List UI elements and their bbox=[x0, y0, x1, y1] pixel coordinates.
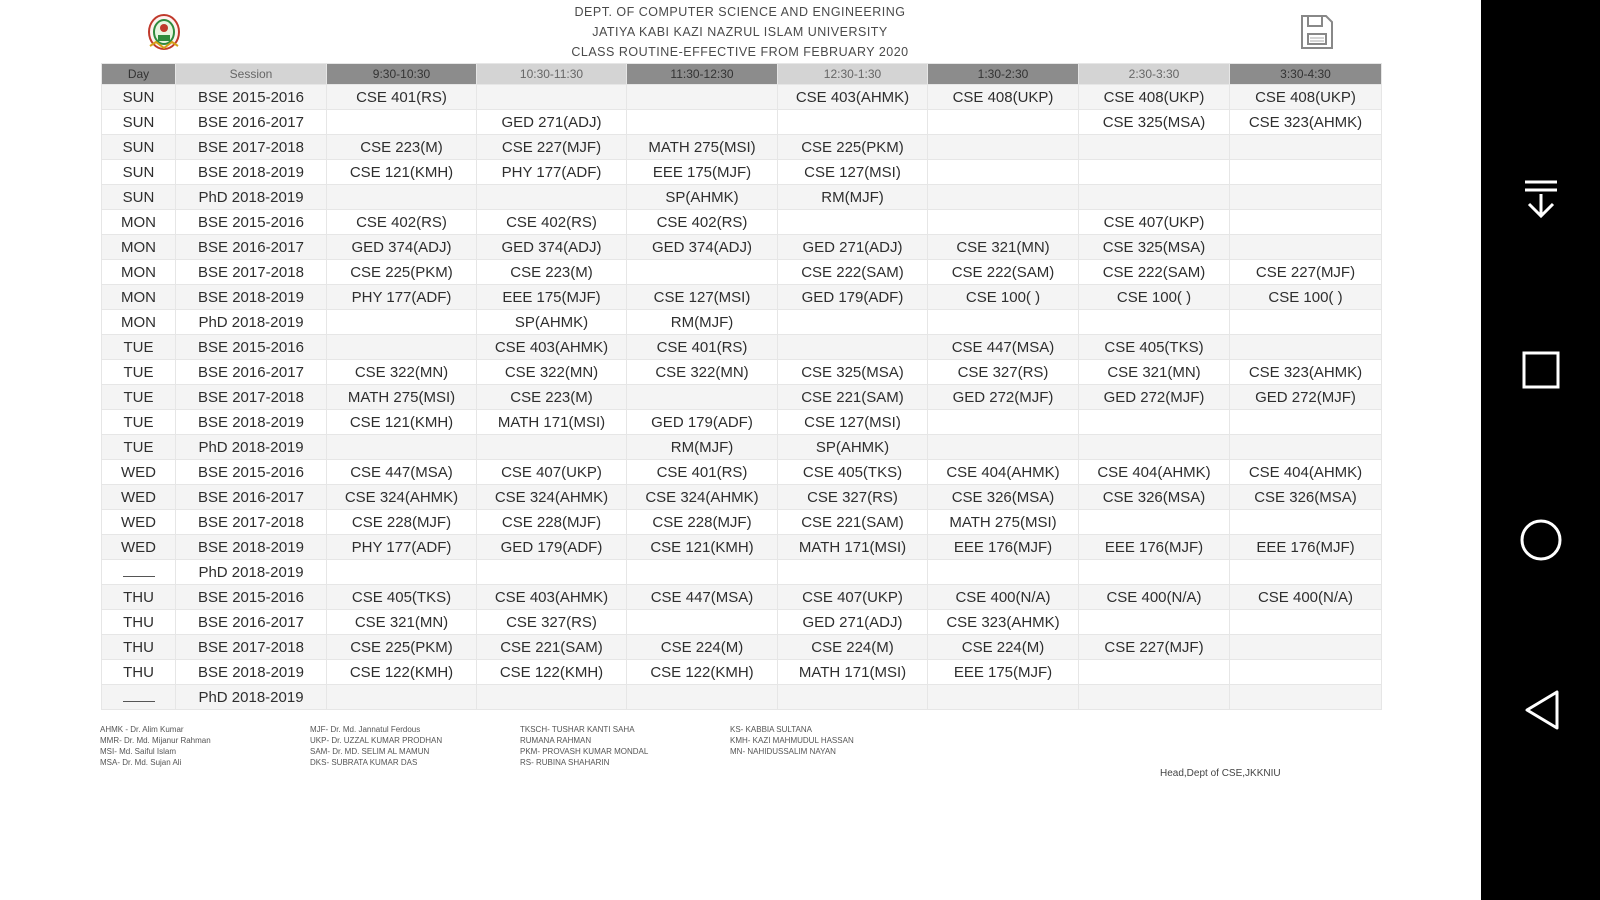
course-cell: CSE 127(MSI) bbox=[627, 285, 778, 310]
course-cell: CSE 401(RS) bbox=[327, 85, 477, 110]
course-cell: GED 271(ADJ) bbox=[778, 235, 928, 260]
day-cell bbox=[102, 685, 176, 710]
empty-day-dash bbox=[123, 689, 155, 702]
legend-col-3: TKSCH- TUSHAR KANTI SAHA RUMANA RAHMAN PKM- PROVASH KUMAR MONDAL RS- RUBINA SHAHARIN bbox=[520, 725, 649, 767]
table-row bbox=[102, 360, 1382, 385]
course-cell: CSE 222(SAM) bbox=[1079, 260, 1230, 285]
course-cell: CSE 224(M) bbox=[928, 635, 1079, 660]
course-cell: RM(MJF) bbox=[627, 310, 778, 335]
save-icon[interactable] bbox=[1296, 12, 1336, 52]
course-cell bbox=[1079, 660, 1230, 685]
session-cell: PhD 2018-2019 bbox=[176, 185, 327, 210]
session-cell: BSE 2017-2018 bbox=[176, 510, 327, 535]
day-cell: TUE bbox=[102, 360, 176, 385]
course-cell: GED 272(MJF) bbox=[1230, 385, 1382, 410]
course-cell: CSE 400(N/A) bbox=[928, 585, 1079, 610]
course-cell: CSE 403(AHMK) bbox=[477, 335, 627, 360]
course-cell bbox=[1230, 610, 1382, 635]
course-cell bbox=[327, 560, 477, 585]
course-cell: CSE 321(MN) bbox=[327, 610, 477, 635]
course-cell: GED 179(ADF) bbox=[627, 410, 778, 435]
course-cell: CSE 223(M) bbox=[477, 385, 627, 410]
course-cell bbox=[327, 310, 477, 335]
course-cell: CSE 324(AHMK) bbox=[327, 485, 477, 510]
triangle-back-icon bbox=[1521, 688, 1561, 732]
day-cell: SUN bbox=[102, 185, 176, 210]
course-cell bbox=[928, 310, 1079, 335]
course-cell: CSE 447(MSA) bbox=[627, 585, 778, 610]
course-cell: CSE 408(UKP) bbox=[928, 85, 1079, 110]
day-cell: SUN bbox=[102, 110, 176, 135]
course-cell bbox=[627, 685, 778, 710]
course-cell: GED 271(ADJ) bbox=[778, 610, 928, 635]
course-cell: CSE 407(UKP) bbox=[1079, 210, 1230, 235]
course-cell: CSE 327(RS) bbox=[477, 610, 627, 635]
course-cell: MATH 275(MSI) bbox=[327, 385, 477, 410]
course-cell bbox=[778, 310, 928, 335]
table-row bbox=[102, 535, 1382, 560]
table-row bbox=[102, 460, 1382, 485]
course-cell bbox=[928, 185, 1079, 210]
course-cell bbox=[778, 685, 928, 710]
course-cell bbox=[1230, 185, 1382, 210]
course-cell: CSE 408(UKP) bbox=[1079, 85, 1230, 110]
col-header-slot-1: 9:30-10:30 bbox=[327, 64, 477, 85]
session-cell: BSE 2018-2019 bbox=[176, 660, 327, 685]
course-cell: CSE 223(M) bbox=[327, 135, 477, 160]
table-row bbox=[102, 485, 1382, 510]
day-cell: MON bbox=[102, 260, 176, 285]
table-row bbox=[102, 385, 1382, 410]
course-cell bbox=[1230, 635, 1382, 660]
session-cell: BSE 2018-2019 bbox=[176, 160, 327, 185]
course-cell bbox=[928, 685, 1079, 710]
day-cell: MON bbox=[102, 310, 176, 335]
course-cell: CSE 221(SAM) bbox=[778, 385, 928, 410]
session-cell: BSE 2017-2018 bbox=[176, 135, 327, 160]
course-cell: CSE 407(UKP) bbox=[477, 460, 627, 485]
session-cell: PhD 2018-2019 bbox=[176, 685, 327, 710]
course-cell bbox=[327, 110, 477, 135]
course-cell bbox=[778, 210, 928, 235]
legend-col-2: MJF- Dr. Md. Jannatul Ferdous UKP- Dr. UZZAL KUMAR PRODHAN SAM- Dr. MD. SELIM AL MAMUN DKS- SUBRATA KUMAR DAS bbox=[310, 725, 443, 767]
course-cell: CSE 122(KMH) bbox=[627, 660, 778, 685]
day-cell: MON bbox=[102, 235, 176, 260]
session-cell: BSE 2018-2019 bbox=[176, 535, 327, 560]
course-cell: MATH 171(MSI) bbox=[778, 660, 928, 685]
course-cell: RM(MJF) bbox=[627, 435, 778, 460]
table-row bbox=[102, 285, 1382, 310]
course-cell: EEE 176(MJF) bbox=[928, 535, 1079, 560]
course-cell: CSE 127(MSI) bbox=[778, 160, 928, 185]
table-row bbox=[102, 410, 1382, 435]
course-cell: CSE 402(RS) bbox=[327, 210, 477, 235]
table-row bbox=[102, 510, 1382, 535]
course-cell bbox=[928, 560, 1079, 585]
table-row bbox=[102, 210, 1382, 235]
course-cell: CSE 405(TKS) bbox=[327, 585, 477, 610]
course-cell bbox=[1230, 310, 1382, 335]
course-cell bbox=[1230, 135, 1382, 160]
course-cell bbox=[627, 610, 778, 635]
course-cell: CSE 401(RS) bbox=[627, 335, 778, 360]
course-cell: CSE 325(MSA) bbox=[1079, 110, 1230, 135]
session-cell: BSE 2018-2019 bbox=[176, 285, 327, 310]
course-cell: SP(AHMK) bbox=[778, 435, 928, 460]
table-row bbox=[102, 260, 1382, 285]
course-cell: CSE 326(MSA) bbox=[1230, 485, 1382, 510]
course-cell: MATH 275(MSI) bbox=[627, 135, 778, 160]
day-cell: WED bbox=[102, 535, 176, 560]
course-cell: CSE 225(PKM) bbox=[778, 135, 928, 160]
course-cell: CSE 323(AHMK) bbox=[1230, 360, 1382, 385]
table-row bbox=[102, 160, 1382, 185]
day-cell: MON bbox=[102, 285, 176, 310]
course-cell: CSE 324(AHMK) bbox=[627, 485, 778, 510]
course-cell: CSE 222(SAM) bbox=[778, 260, 928, 285]
course-cell: CSE 324(AHMK) bbox=[477, 485, 627, 510]
course-cell: CSE 400(N/A) bbox=[1230, 585, 1382, 610]
session-cell: BSE 2016-2017 bbox=[176, 110, 327, 135]
course-cell bbox=[327, 335, 477, 360]
col-header-slot-6: 2:30-3:30 bbox=[1079, 64, 1230, 85]
course-cell: CSE 227(MJF) bbox=[1079, 635, 1230, 660]
col-header-slot-2: 10:30-11:30 bbox=[477, 64, 627, 85]
android-navigation-bar bbox=[1481, 0, 1600, 900]
course-cell bbox=[928, 110, 1079, 135]
course-cell bbox=[928, 210, 1079, 235]
table-row bbox=[102, 110, 1382, 135]
session-cell: BSE 2016-2017 bbox=[176, 360, 327, 385]
course-cell bbox=[477, 435, 627, 460]
course-cell: CSE 221(SAM) bbox=[778, 510, 928, 535]
course-cell: RM(MJF) bbox=[778, 185, 928, 210]
course-cell: CSE 224(M) bbox=[627, 635, 778, 660]
course-cell: CSE 228(MJF) bbox=[327, 510, 477, 535]
course-cell bbox=[1230, 160, 1382, 185]
course-cell bbox=[477, 685, 627, 710]
legend-col-1: AHMK - Dr. Alim Kumar MMR- Dr. Md. Mijanur Rahman MSI- Md. Saiful Islam MSA- Dr. Md. Sujan Ali bbox=[100, 725, 211, 767]
course-cell bbox=[1079, 560, 1230, 585]
course-cell: CSE 228(MJF) bbox=[477, 510, 627, 535]
day-cell: TUE bbox=[102, 410, 176, 435]
course-cell bbox=[1230, 660, 1382, 685]
course-cell: CSE 122(KMH) bbox=[477, 660, 627, 685]
table-row bbox=[102, 435, 1382, 460]
session-cell: PhD 2018-2019 bbox=[176, 435, 327, 460]
course-cell: CSE 327(RS) bbox=[778, 485, 928, 510]
course-cell bbox=[477, 560, 627, 585]
course-cell bbox=[627, 85, 778, 110]
square-icon bbox=[1521, 350, 1561, 390]
legend-col-4: KS- KABBIA SULTANA KMH- KAZI MAHMUDUL HASSAN MN- NAHIDUSSALIM NAYAN bbox=[730, 725, 854, 756]
course-cell: PHY 177(ADF) bbox=[327, 535, 477, 560]
course-cell: CSE 403(AHMK) bbox=[477, 585, 627, 610]
course-cell: CSE 325(MSA) bbox=[1079, 235, 1230, 260]
table-row bbox=[102, 135, 1382, 160]
course-cell bbox=[1079, 310, 1230, 335]
day-cell: SUN bbox=[102, 160, 176, 185]
session-cell: PhD 2018-2019 bbox=[176, 310, 327, 335]
header-routine-title: CLASS ROUTINE-EFFECTIVE FROM FEBRUARY 2020 bbox=[571, 45, 909, 59]
course-cell: CSE 401(RS) bbox=[627, 460, 778, 485]
course-cell: CSE 221(SAM) bbox=[477, 635, 627, 660]
home-button[interactable] bbox=[1511, 510, 1571, 570]
back-button[interactable] bbox=[1511, 680, 1571, 740]
course-cell: GED 272(MJF) bbox=[928, 385, 1079, 410]
course-cell bbox=[1079, 135, 1230, 160]
course-cell: CSE 228(MJF) bbox=[627, 510, 778, 535]
course-cell: GED 374(ADJ) bbox=[327, 235, 477, 260]
day-cell: SUN bbox=[102, 85, 176, 110]
day-cell: WED bbox=[102, 485, 176, 510]
course-cell: SP(AHMK) bbox=[477, 310, 627, 335]
course-cell: EEE 175(MJF) bbox=[477, 285, 627, 310]
course-cell: CSE 402(RS) bbox=[477, 210, 627, 235]
day-cell: THU bbox=[102, 660, 176, 685]
course-cell bbox=[1230, 410, 1382, 435]
course-cell bbox=[928, 410, 1079, 435]
course-cell: CSE 227(MJF) bbox=[477, 135, 627, 160]
day-cell: MON bbox=[102, 210, 176, 235]
day-cell: WED bbox=[102, 510, 176, 535]
day-cell: THU bbox=[102, 585, 176, 610]
course-cell bbox=[1230, 685, 1382, 710]
course-cell: CSE 222(SAM) bbox=[928, 260, 1079, 285]
course-cell: CSE 127(MSI) bbox=[778, 410, 928, 435]
col-header-slot-3: 11:30-12:30 bbox=[627, 64, 778, 85]
day-cell: TUE bbox=[102, 435, 176, 460]
course-cell: MATH 171(MSI) bbox=[477, 410, 627, 435]
course-cell: CSE 408(UKP) bbox=[1230, 85, 1382, 110]
session-cell: BSE 2015-2016 bbox=[176, 460, 327, 485]
course-cell bbox=[327, 435, 477, 460]
course-cell: CSE 223(M) bbox=[477, 260, 627, 285]
course-cell bbox=[1079, 410, 1230, 435]
header-university: JATIYA KABI KAZI NAZRUL ISLAM UNIVERSITY bbox=[592, 25, 888, 39]
session-cell: BSE 2015-2016 bbox=[176, 85, 327, 110]
course-cell bbox=[1230, 435, 1382, 460]
course-cell bbox=[1079, 160, 1230, 185]
col-header-slot-4: 12:30-1:30 bbox=[778, 64, 928, 85]
col-header-slot-5: 1:30-2:30 bbox=[928, 64, 1079, 85]
table-header-row bbox=[102, 64, 1382, 85]
course-cell: CSE 403(AHMK) bbox=[778, 85, 928, 110]
course-cell bbox=[327, 685, 477, 710]
col-header-slot-7: 3:30-4:30 bbox=[1230, 64, 1382, 85]
day-cell bbox=[102, 560, 176, 585]
course-cell bbox=[1230, 210, 1382, 235]
routine-body bbox=[102, 85, 1382, 710]
session-cell: BSE 2015-2016 bbox=[176, 585, 327, 610]
table-row bbox=[102, 310, 1382, 335]
download-button[interactable] bbox=[1511, 170, 1571, 230]
course-cell: CSE 100( ) bbox=[1079, 285, 1230, 310]
course-cell: CSE 121(KMH) bbox=[327, 410, 477, 435]
course-cell: CSE 227(MJF) bbox=[1230, 260, 1382, 285]
course-cell: CSE 323(AHMK) bbox=[1230, 110, 1382, 135]
session-cell: BSE 2015-2016 bbox=[176, 335, 327, 360]
table-row bbox=[102, 235, 1382, 260]
table-row bbox=[102, 185, 1382, 210]
day-cell: TUE bbox=[102, 385, 176, 410]
day-cell: THU bbox=[102, 610, 176, 635]
download-icon bbox=[1521, 178, 1561, 222]
table-row bbox=[102, 610, 1382, 635]
circle-icon bbox=[1519, 518, 1563, 562]
session-cell: BSE 2016-2017 bbox=[176, 610, 327, 635]
course-cell bbox=[778, 110, 928, 135]
course-cell: CSE 405(TKS) bbox=[778, 460, 928, 485]
course-cell bbox=[1079, 435, 1230, 460]
course-cell: SP(AHMK) bbox=[627, 185, 778, 210]
course-cell: CSE 405(TKS) bbox=[1079, 335, 1230, 360]
course-cell: CSE 447(MSA) bbox=[327, 460, 477, 485]
session-cell: BSE 2017-2018 bbox=[176, 635, 327, 660]
course-cell bbox=[627, 560, 778, 585]
recents-button[interactable] bbox=[1511, 340, 1571, 400]
course-cell: CSE 321(MN) bbox=[1079, 360, 1230, 385]
course-cell: EEE 175(MJF) bbox=[928, 660, 1079, 685]
course-cell: CSE 322(MN) bbox=[477, 360, 627, 385]
course-cell bbox=[1230, 335, 1382, 360]
session-cell: BSE 2015-2016 bbox=[176, 210, 327, 235]
course-cell bbox=[1079, 185, 1230, 210]
course-cell bbox=[1230, 560, 1382, 585]
course-cell: CSE 100( ) bbox=[1230, 285, 1382, 310]
course-cell: EEE 176(MJF) bbox=[1230, 535, 1382, 560]
header-dept: DEPT. OF COMPUTER SCIENCE AND ENGINEERING bbox=[574, 5, 906, 19]
course-cell: CSE 122(KMH) bbox=[327, 660, 477, 685]
course-cell: CSE 225(PKM) bbox=[327, 260, 477, 285]
course-cell: CSE 225(PKM) bbox=[327, 635, 477, 660]
course-cell bbox=[928, 160, 1079, 185]
course-cell bbox=[477, 185, 627, 210]
course-cell bbox=[1230, 510, 1382, 535]
head-signature: Head,Dept of CSE,JKKNIU bbox=[1160, 768, 1281, 779]
course-cell: CSE 404(AHMK) bbox=[1079, 460, 1230, 485]
session-cell: BSE 2017-2018 bbox=[176, 260, 327, 285]
class-routine-table bbox=[101, 63, 1382, 710]
course-cell: CSE 326(MSA) bbox=[928, 485, 1079, 510]
course-cell: CSE 321(MN) bbox=[928, 235, 1079, 260]
course-cell: GED 374(ADJ) bbox=[627, 235, 778, 260]
course-cell bbox=[1230, 235, 1382, 260]
course-cell: GED 179(ADF) bbox=[477, 535, 627, 560]
session-cell: BSE 2016-2017 bbox=[176, 485, 327, 510]
course-cell: EEE 176(MJF) bbox=[1079, 535, 1230, 560]
session-cell: BSE 2017-2018 bbox=[176, 385, 327, 410]
table-row bbox=[102, 685, 1382, 710]
course-cell: CSE 327(RS) bbox=[928, 360, 1079, 385]
table-row bbox=[102, 85, 1382, 110]
course-cell: GED 374(ADJ) bbox=[477, 235, 627, 260]
course-cell: GED 272(MJF) bbox=[1079, 385, 1230, 410]
course-cell bbox=[778, 560, 928, 585]
day-cell: SUN bbox=[102, 135, 176, 160]
course-cell: CSE 323(AHMK) bbox=[928, 610, 1079, 635]
course-cell: EEE 175(MJF) bbox=[627, 160, 778, 185]
course-cell bbox=[627, 260, 778, 285]
table-row bbox=[102, 660, 1382, 685]
course-cell: CSE 447(MSA) bbox=[928, 335, 1079, 360]
course-cell: CSE 326(MSA) bbox=[1079, 485, 1230, 510]
table-row bbox=[102, 585, 1382, 610]
course-cell: PHY 177(ADF) bbox=[477, 160, 627, 185]
course-cell: CSE 322(MN) bbox=[627, 360, 778, 385]
table-row bbox=[102, 635, 1382, 660]
course-cell: CSE 407(UKP) bbox=[778, 585, 928, 610]
course-cell bbox=[928, 435, 1079, 460]
course-cell: MATH 275(MSI) bbox=[928, 510, 1079, 535]
course-cell bbox=[1079, 510, 1230, 535]
table-row bbox=[102, 335, 1382, 360]
course-cell: PHY 177(ADF) bbox=[327, 285, 477, 310]
course-cell bbox=[627, 385, 778, 410]
course-cell: CSE 404(AHMK) bbox=[1230, 460, 1382, 485]
course-cell: CSE 224(M) bbox=[778, 635, 928, 660]
course-cell: CSE 121(KMH) bbox=[627, 535, 778, 560]
course-cell: GED 271(ADJ) bbox=[477, 110, 627, 135]
course-cell bbox=[327, 185, 477, 210]
col-header-day: Day bbox=[102, 64, 176, 85]
course-cell bbox=[928, 135, 1079, 160]
university-logo-icon bbox=[146, 12, 182, 52]
course-cell bbox=[1079, 685, 1230, 710]
course-cell: CSE 402(RS) bbox=[627, 210, 778, 235]
course-cell: CSE 400(N/A) bbox=[1079, 585, 1230, 610]
table-row bbox=[102, 560, 1382, 585]
day-cell: THU bbox=[102, 635, 176, 660]
course-cell bbox=[778, 335, 928, 360]
course-cell: CSE 325(MSA) bbox=[778, 360, 928, 385]
session-cell: BSE 2016-2017 bbox=[176, 235, 327, 260]
empty-day-dash bbox=[123, 564, 155, 577]
session-cell: BSE 2018-2019 bbox=[176, 410, 327, 435]
course-cell bbox=[627, 110, 778, 135]
course-cell bbox=[477, 85, 627, 110]
day-cell: TUE bbox=[102, 335, 176, 360]
course-cell: CSE 404(AHMK) bbox=[928, 460, 1079, 485]
course-cell: CSE 322(MN) bbox=[327, 360, 477, 385]
session-cell: PhD 2018-2019 bbox=[176, 560, 327, 585]
course-cell bbox=[1079, 610, 1230, 635]
course-cell: CSE 100( ) bbox=[928, 285, 1079, 310]
course-cell: CSE 121(KMH) bbox=[327, 160, 477, 185]
day-cell: WED bbox=[102, 460, 176, 485]
course-cell: GED 179(ADF) bbox=[778, 285, 928, 310]
course-cell: MATH 171(MSI) bbox=[778, 535, 928, 560]
col-header-session: Session bbox=[176, 64, 327, 85]
